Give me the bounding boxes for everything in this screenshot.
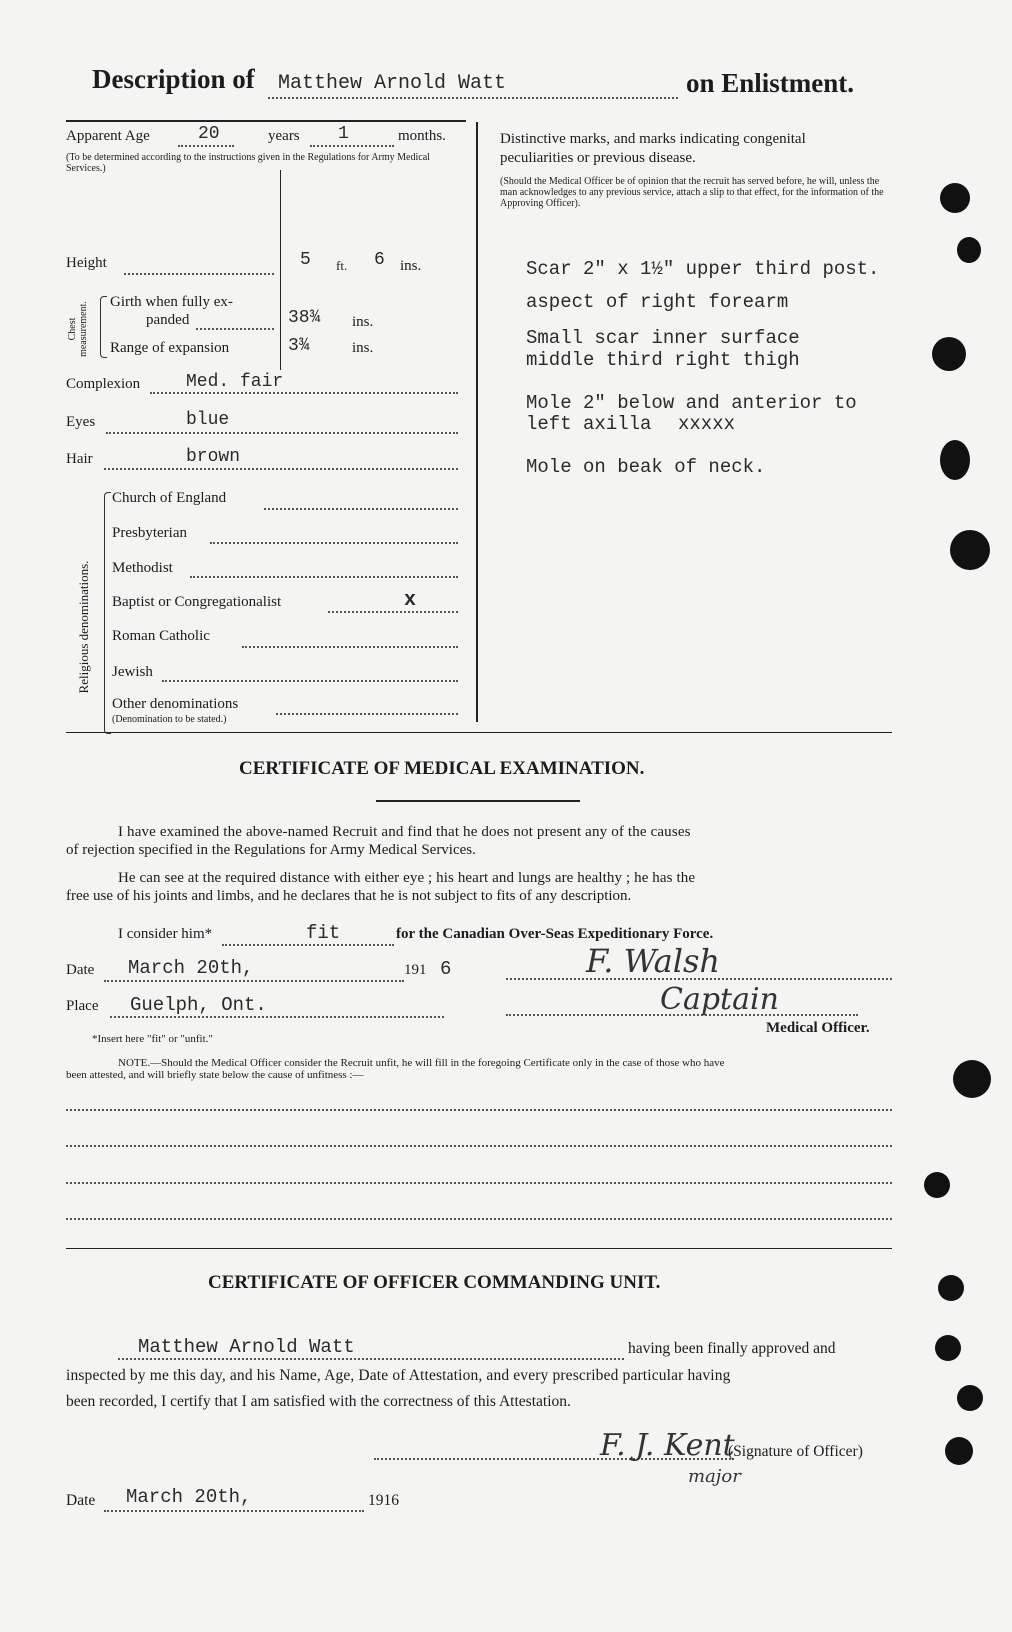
page-title — [92, 64, 255, 95]
medical-officer-rank: Captain — [660, 982, 779, 1017]
commanding-year: 1916 — [368, 1492, 399, 1509]
chest-label: Chest measurement. — [67, 301, 89, 357]
religion-brace — [104, 492, 111, 734]
height-ft-value: 5 — [300, 250, 311, 270]
unfitness-line — [66, 1182, 892, 1184]
medical-title-underline — [376, 800, 580, 802]
religion-jewish: Jewish — [112, 664, 153, 680]
expansion-ins-label: ins. — [352, 340, 374, 356]
medical-para1-line1: I have examined the above-named Recruit and find that he does not present any of the causes — [118, 824, 691, 840]
punch-hole — [957, 237, 981, 263]
punch-hole — [932, 337, 966, 371]
medical-officer-signature: F. Walsh — [586, 942, 721, 980]
punch-hole — [938, 1275, 964, 1301]
commanding-line3: been recorded, I certify that I am satisfied with the correctness of this Attestation. — [66, 1393, 571, 1410]
consider-prefix: I consider him* — [118, 926, 213, 942]
age-note: (To be determined according to the instructions given in the Regulations for Army Medical Services.) — [66, 152, 430, 174]
marks-heading-2: peculiarities or previous disease. — [500, 150, 696, 166]
punch-hole — [940, 440, 970, 480]
commanding-officer-rank: major — [688, 1466, 741, 1487]
commanding-title: CERTIFICATE OF OFFICER COMMANDING UNIT. — [208, 1272, 661, 1293]
apparent-age-label: Apparent Age — [66, 128, 150, 144]
religion-presbyterian: Presbyterian — [112, 525, 187, 541]
denomination-note: (Denomination to be stated.) — [112, 714, 227, 725]
commanding-officer-signature: F. J. Kent — [600, 1428, 735, 1463]
girth-label-2: panded — [146, 312, 190, 328]
mark-line-7: Mole on beak of neck. — [526, 456, 766, 478]
mark-line-6: left axilla — [526, 413, 652, 435]
commanding-date-label: Date — [66, 1492, 96, 1509]
expansion-value: 3¾ — [288, 336, 310, 356]
section-rule — [66, 1248, 892, 1249]
age-months-value: 1 — [338, 124, 349, 144]
signature-of-officer-label: (Signature of Officer) — [728, 1443, 863, 1460]
medical-verdict: fit — [306, 922, 341, 944]
unfit-note-line1: NOTE.—Should the Medical Officer consider the Recruit unfit, he will fill in the foregoing Certificate only in the case of those who have — [118, 1057, 725, 1069]
struck-out-text: xxxxx — [678, 413, 736, 435]
expansion-label: Range of expansion — [110, 340, 230, 356]
girth-ins-label: ins. — [352, 314, 374, 330]
hair-label: Hair — [66, 451, 93, 467]
religion-baptist-mark: x — [404, 589, 417, 612]
unfitness-line — [66, 1218, 892, 1220]
medical-year-digit: 6 — [440, 958, 452, 980]
punch-hole — [935, 1335, 961, 1361]
commanding-line2: inspected by me this day, and his Name, Age, Date of Attestation, and every prescribed particular having — [66, 1367, 731, 1384]
section-rule — [66, 732, 892, 733]
medical-date-value: March 20th, — [128, 957, 254, 979]
complexion-value: Med. fair — [186, 372, 284, 392]
mark-line-1: Scar 2" x 1½" upper third post. — [526, 258, 880, 280]
religion-roman-catholic: Roman Catholic — [112, 628, 210, 644]
marks-heading-1: Distinctive marks, and marks indicating congenital — [500, 131, 806, 147]
medical-year-prefix: 191 — [404, 962, 427, 978]
name-dotted-line — [268, 97, 678, 99]
religion-methodist: Methodist — [112, 560, 173, 576]
height-in-value: 6 — [374, 250, 385, 270]
title-suffix: on Enlistment. — [686, 68, 855, 98]
hair-value: brown — [186, 447, 241, 467]
punch-hole — [945, 1437, 973, 1465]
medical-officer-label: Medical Officer. — [766, 1020, 870, 1036]
unfit-note-line2: been attested, and will briefly state below the cause of unfitness :— — [66, 1069, 364, 1081]
punch-hole — [953, 1060, 991, 1098]
medical-para2-line2: free use of his joints and limbs, and he declares that he is not subject to fits of any description. — [66, 888, 632, 904]
punch-hole — [950, 530, 990, 570]
unfitness-line — [66, 1145, 892, 1147]
age-years-value: 20 — [198, 124, 220, 144]
unfitness-line — [66, 1109, 892, 1111]
ins-label: ins. — [400, 258, 422, 274]
religion-other: Other denominations — [112, 696, 239, 712]
commanding-recruit-name: Matthew Arnold Watt — [138, 1336, 355, 1358]
inner-divider — [280, 170, 281, 370]
chest-brace — [100, 296, 107, 358]
medical-place-value: Guelph, Ont. — [130, 994, 267, 1016]
recruit-name: Matthew Arnold Watt — [278, 72, 507, 95]
girth-value: 38¾ — [288, 308, 321, 328]
months-label: months. — [398, 128, 446, 144]
commanding-date-value: March 20th, — [126, 1486, 252, 1508]
marks-note: (Should the Medical Officer be of opinion that the recruit has served before, he will, unless the man acknowledges to any previous service, attach a slip to that effect, for the information of the Approving Officer). — [500, 176, 884, 209]
punch-hole — [940, 183, 970, 213]
mark-line-4: middle third right thigh — [526, 349, 800, 371]
medical-place-label: Place — [66, 998, 99, 1014]
complexion-label: Complexion — [66, 376, 141, 392]
medical-title: CERTIFICATE OF MEDICAL EXAMINATION. — [239, 758, 645, 779]
mark-line-5: Mole 2" below and anterior to — [526, 392, 857, 414]
girth-label-1: Girth when fully ex- — [110, 294, 233, 310]
religion-baptist: Baptist or Congregationalist — [112, 594, 282, 610]
medical-date-label: Date — [66, 962, 95, 978]
commanding-line1-suffix: having been finally approved and — [628, 1340, 836, 1357]
punch-hole — [957, 1385, 983, 1411]
mark-line-3: Small scar inner surface — [526, 327, 800, 349]
insert-note: *Insert here "fit" or "unfit." — [92, 1033, 213, 1045]
title-prefix: Description of — [92, 64, 255, 94]
medical-para2-line1: He can see at the required distance with either eye ; his heart and lungs are healthy ; he has the — [118, 870, 696, 886]
eyes-label: Eyes — [66, 414, 96, 430]
religion-label: Religious denominations. — [76, 560, 91, 694]
medical-para1-line2: of rejection specified in the Regulations for Army Medical Services. — [66, 842, 476, 858]
years-label: years — [268, 128, 300, 144]
eyes-value: blue — [186, 410, 230, 430]
ft-label: ft. — [336, 258, 348, 273]
mark-line-2: aspect of right forearm — [526, 291, 789, 313]
top-rule — [66, 120, 466, 122]
height-label: Height — [66, 255, 107, 271]
punch-hole — [924, 1172, 950, 1198]
religion-church-of-england: Church of England — [112, 490, 227, 506]
column-divider — [476, 122, 478, 722]
consider-suffix: for the Canadian Over-Seas Expeditionary Force. — [396, 926, 714, 942]
